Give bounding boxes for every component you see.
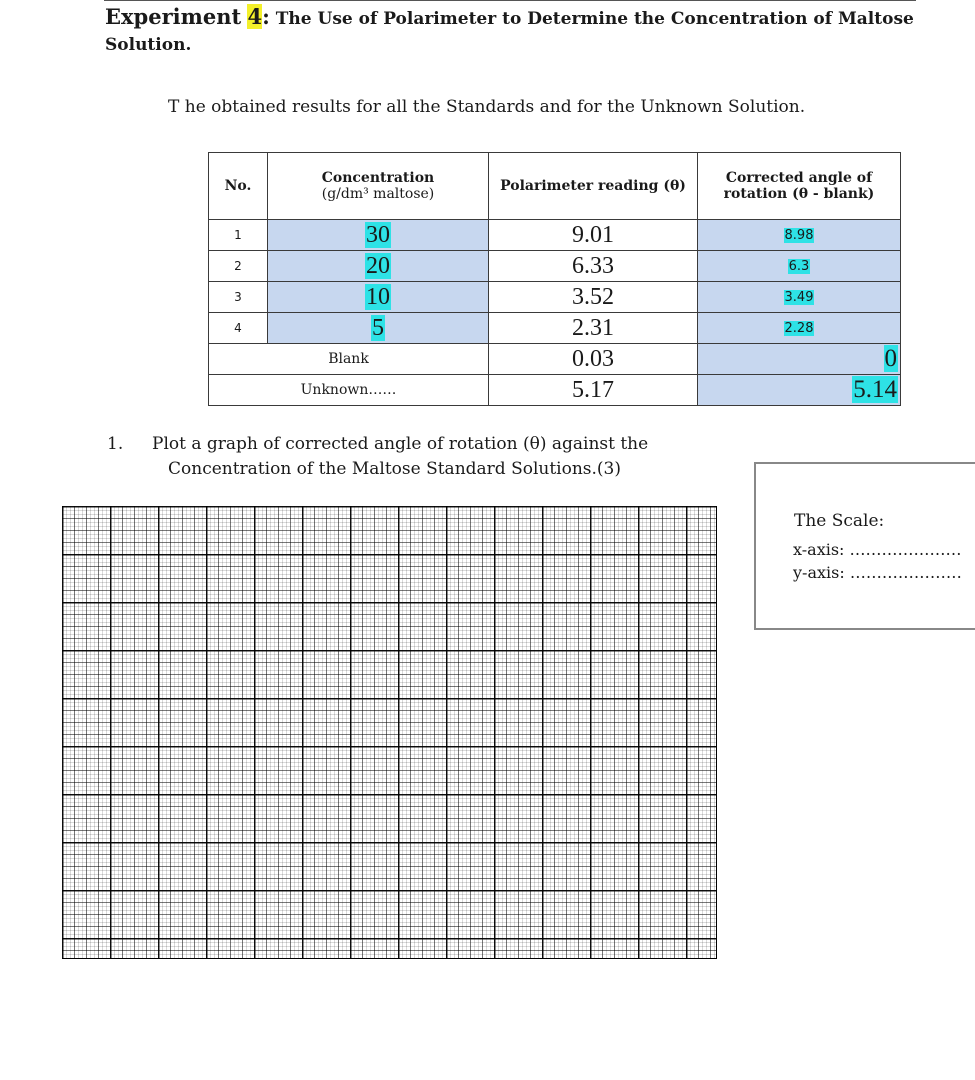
blank-corrected-value: 0 [884, 345, 897, 372]
row-concentration [268, 282, 489, 313]
row-reading: 3.52 [489, 282, 698, 313]
row-no: 2 [209, 251, 268, 282]
table-header-row [209, 153, 901, 220]
row-reading: 9.01 [489, 220, 698, 251]
header-concentration-label: Concentration [321, 170, 435, 186]
corrected-value: 2.28 [784, 320, 814, 336]
table-row [209, 313, 901, 344]
unknown-row [209, 375, 901, 406]
scale-box [754, 462, 975, 630]
concentration-value: 10 [366, 283, 390, 310]
header-corrected-line1: Corrected angle of [725, 170, 873, 186]
question-line1: Plot a graph of corrected angle of rotation (θ) against the [152, 434, 649, 454]
row-concentration [268, 251, 489, 282]
header-concentration [268, 153, 489, 220]
blank-reading: 0.03 [489, 344, 698, 375]
header-no: No. [209, 153, 268, 220]
title-colon: : [262, 4, 270, 29]
scale-x-axis[interactable]: x-axis: ………………… [793, 540, 962, 559]
header-reading: Polarimeter reading (θ) [489, 153, 698, 220]
title-word: Experiment [105, 4, 242, 29]
table-row [209, 220, 901, 251]
scale-y-axis[interactable]: y-axis: ………………… [793, 563, 962, 582]
title-number: 4 [247, 4, 263, 29]
header-corrected-line2: rotation (θ - blank) [723, 186, 875, 202]
row-no: 4 [209, 313, 268, 344]
blank-corrected [698, 344, 901, 375]
page-title [105, 4, 925, 58]
top-rule [104, 0, 916, 1]
row-no: 1 [209, 220, 268, 251]
row-corrected [698, 251, 901, 282]
row-concentration [268, 220, 489, 251]
question-line2: Concentration of the Maltose Standard Solutions.(3) [168, 459, 621, 479]
table-row [209, 282, 901, 313]
header-concentration-unit: (g/dm³ maltose) [321, 186, 435, 202]
row-no: 3 [209, 282, 268, 313]
table-row [209, 251, 901, 282]
question-number: 1. [107, 434, 124, 454]
blank-label: Blank [209, 344, 489, 375]
unknown-corrected-value: 5.14 [853, 376, 897, 403]
unknown-reading: 5.17 [489, 375, 698, 406]
unknown-corrected [698, 375, 901, 406]
concentration-value: 20 [366, 252, 390, 279]
question-text [152, 432, 648, 482]
scale-title: The Scale: [794, 511, 885, 531]
row-corrected [698, 220, 901, 251]
graph-paper[interactable] [62, 506, 717, 959]
blank-row [209, 344, 901, 375]
corrected-value: 6.3 [788, 258, 810, 274]
header-corrected [698, 153, 901, 220]
corrected-value: 3.49 [784, 289, 814, 305]
unknown-label: Unknown…… [209, 375, 489, 406]
concentration-value: 30 [366, 221, 390, 248]
row-reading: 2.31 [489, 313, 698, 344]
intro-text: T he obtained results for all the Standards and for the Unknown Solution. [168, 97, 806, 117]
corrected-value: 8.98 [784, 227, 814, 243]
results-table [208, 152, 901, 406]
row-corrected [698, 282, 901, 313]
title-line1: The Use of Polarimeter to Determine the Concentration of Maltose [269, 9, 914, 29]
row-concentration [268, 313, 489, 344]
title-line2: Solution. [105, 35, 192, 55]
concentration-value: 5 [372, 314, 384, 341]
row-reading: 6.33 [489, 251, 698, 282]
row-corrected [698, 313, 901, 344]
